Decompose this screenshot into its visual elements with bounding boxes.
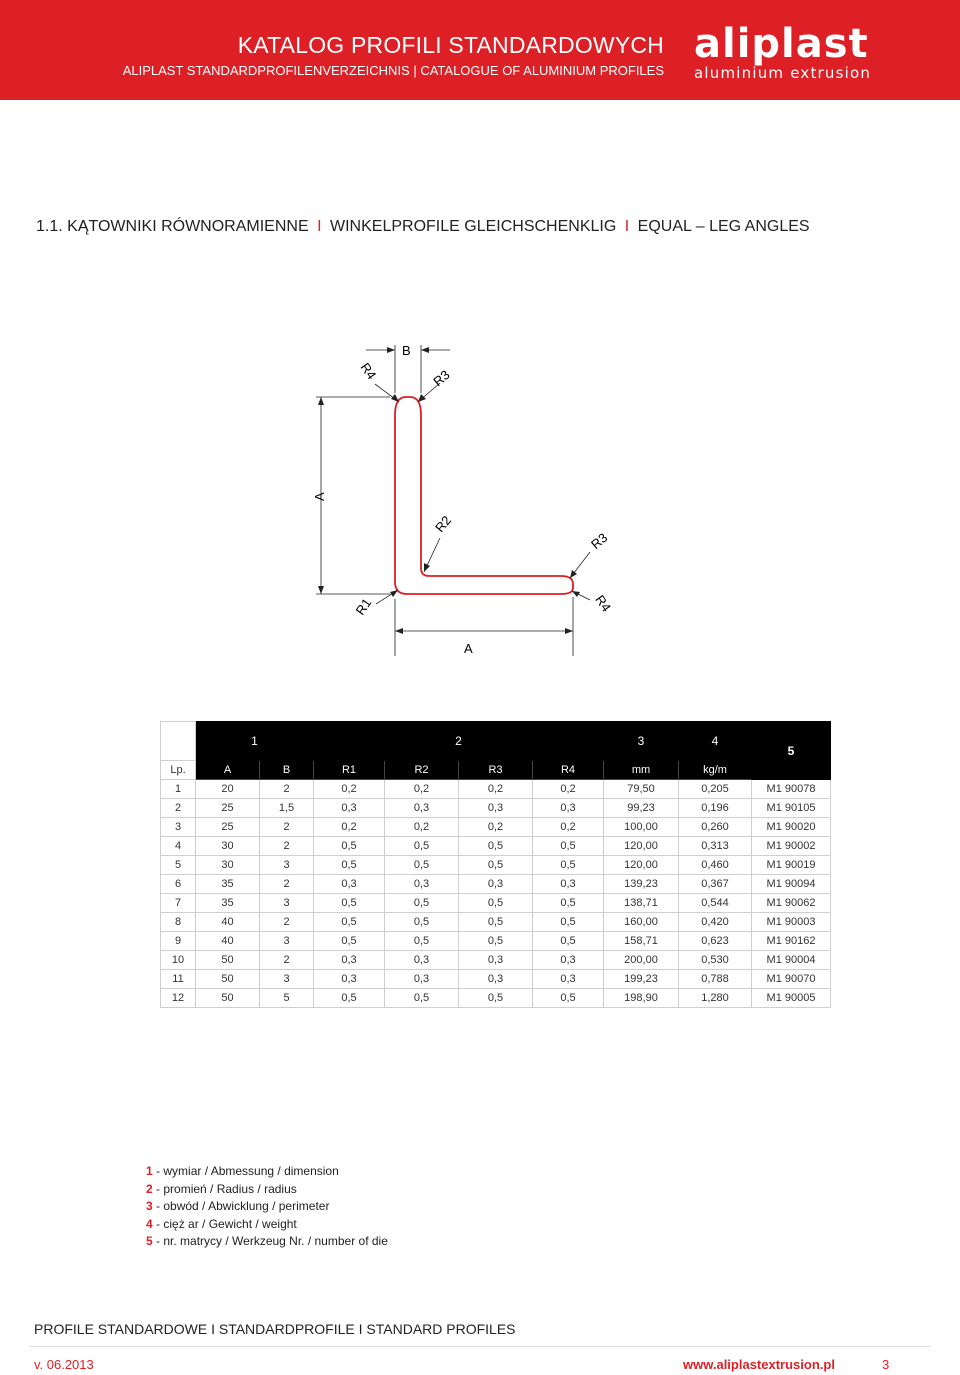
table-cell: 120,00 [604, 837, 679, 856]
dim-arrow [565, 628, 573, 634]
legend-item [146, 1163, 388, 1181]
table-row [161, 913, 831, 932]
table-cell: 6 [161, 875, 196, 894]
dim-arrow [387, 347, 395, 353]
legend-text: - wymiar / Abmessung / dimension [156, 1164, 339, 1178]
table-cell: 0,5 [533, 989, 604, 1008]
table-cell: 0,420 [679, 913, 752, 932]
table-cell: 199,23 [604, 970, 679, 989]
table-cell: 0,5 [459, 894, 533, 913]
table-cell: 99,23 [604, 799, 679, 818]
table-cell: 0,2 [459, 818, 533, 837]
table-cell: 0,544 [679, 894, 752, 913]
table-cell: 12 [161, 989, 196, 1008]
table-cell: 0,3 [459, 799, 533, 818]
table-cell: 0,5 [385, 989, 459, 1008]
table-cell: 0,5 [314, 913, 385, 932]
table-row [161, 989, 831, 1008]
table-cell: 120,00 [604, 856, 679, 875]
aliplast-logo [694, 21, 920, 82]
logo-wordmark: aliplast [694, 21, 869, 67]
table-cell: 0,788 [679, 970, 752, 989]
page-number: 3 [882, 1357, 890, 1372]
table-cell: 0,5 [533, 932, 604, 951]
section-heading [36, 218, 810, 236]
table-cell: 0,460 [679, 856, 752, 875]
table-cell: 3 [260, 932, 314, 951]
table-cell: 3 [260, 970, 314, 989]
die-number-cell: M1 90020 [752, 818, 831, 837]
table-cell: 20 [196, 780, 260, 799]
table-row [161, 932, 831, 951]
footer-divider [30, 1346, 930, 1347]
profile-spec-table [160, 721, 831, 1008]
table-cell: 0,5 [459, 837, 533, 856]
header-blank-cell [161, 722, 196, 761]
angle-profile-drawing [0, 330, 960, 670]
catalog-title: KATALOG PROFILI STANDARDOWYCH [237, 32, 664, 58]
legend-number: 2 [146, 1181, 153, 1196]
table-cell: 0,5 [533, 894, 604, 913]
table-cell: 0,5 [459, 989, 533, 1008]
section-separator: I [317, 218, 322, 235]
catalog-subtitle: ALIPLAST STANDARDPROFILENVERZEICHNIS | CATALOGUE OF ALUMINIUM PROFILES [122, 63, 664, 78]
footer-title: PROFILE STANDARDOWE I STANDARDPROFILE I STANDARD PROFILES [34, 1321, 516, 1337]
die-number-cell: M1 90019 [752, 856, 831, 875]
table-cell: 25 [196, 818, 260, 837]
table-cell: 10 [161, 951, 196, 970]
table-cell: 30 [196, 837, 260, 856]
die-number-cell: M1 90062 [752, 894, 831, 913]
label-r3-top: R3 [430, 367, 453, 390]
table-cell: 0,3 [533, 970, 604, 989]
table-cell: 0,5 [385, 932, 459, 951]
dim-arrow [391, 394, 399, 402]
table-row [161, 780, 831, 799]
table-cell: 0,5 [459, 913, 533, 932]
column-header-b: B [260, 761, 314, 780]
die-number-cell: M1 90078 [752, 780, 831, 799]
group-header-radius: 2 [314, 722, 604, 761]
label-r4-top: R4 [357, 359, 380, 383]
table-cell: 0,5 [314, 989, 385, 1008]
die-number-cell: M1 90105 [752, 799, 831, 818]
table-cell: 0,3 [385, 875, 459, 894]
table-row [161, 951, 831, 970]
section-title-en: EQUAL – LEG ANGLES [637, 218, 810, 235]
dim-arrow [390, 590, 398, 597]
table-cell: 2 [260, 818, 314, 837]
die-number-cell: M1 90005 [752, 989, 831, 1008]
table-cell: 158,71 [604, 932, 679, 951]
dim-arrow [318, 397, 324, 405]
table-cell: 9 [161, 932, 196, 951]
table-cell: 2 [260, 913, 314, 932]
label-a-horizontal: A [464, 641, 473, 656]
table-cell: 0,3 [314, 799, 385, 818]
label-b: B [402, 343, 411, 358]
column-header-r2: R2 [385, 761, 459, 780]
legend-item [146, 1198, 388, 1216]
table-cell: 2 [260, 780, 314, 799]
table-cell: 0,260 [679, 818, 752, 837]
logo-tagline: aluminium extrusion [694, 64, 872, 82]
table-cell: 0,2 [385, 780, 459, 799]
table-cell: 50 [196, 970, 260, 989]
table-cell: 0,5 [314, 856, 385, 875]
legend-item [146, 1216, 388, 1234]
table-cell: 0,530 [679, 951, 752, 970]
section-title-pl: KĄTOWNIKI RÓWNORAMIENNE [67, 218, 309, 235]
table-cell: 7 [161, 894, 196, 913]
table-cell: 0,2 [314, 780, 385, 799]
table-row [161, 970, 831, 989]
l-profile-outline [395, 397, 573, 594]
legend-item [146, 1181, 388, 1199]
table-cell: 0,5 [533, 837, 604, 856]
column-header-r3: R3 [459, 761, 533, 780]
die-number-cell: M1 90003 [752, 913, 831, 932]
group-header-perimeter: 3 [604, 722, 679, 761]
table-row [161, 837, 831, 856]
die-number-cell: M1 90094 [752, 875, 831, 894]
table-cell: 0,5 [314, 932, 385, 951]
table-cell: 1,280 [679, 989, 752, 1008]
table-cell: 35 [196, 894, 260, 913]
table-cell: 50 [196, 951, 260, 970]
table-cell: 3 [161, 818, 196, 837]
dim-arrow [418, 394, 426, 402]
table-cell: 2 [161, 799, 196, 818]
die-number-cell: M1 90004 [752, 951, 831, 970]
table-body [161, 780, 831, 1008]
legend-number: 5 [146, 1234, 153, 1248]
label-r3-bottom: R3 [588, 529, 611, 553]
table-cell: 0,5 [533, 856, 604, 875]
table-cell: 3 [260, 856, 314, 875]
table-cell: 0,367 [679, 875, 752, 894]
table-cell: 0,5 [533, 913, 604, 932]
legend-number: 3 [146, 1199, 153, 1213]
table-cell: 2 [260, 837, 314, 856]
table-cell: 0,5 [314, 837, 385, 856]
section-title-de: WINKELPROFILE GLEICHSCHENKLIG [330, 218, 617, 235]
table-row [161, 894, 831, 913]
table-cell: 79,50 [604, 780, 679, 799]
column-header-r1: R1 [314, 761, 385, 780]
legend-text: - promień / Radius / radius [156, 1181, 297, 1196]
table-cell: 0,3 [459, 970, 533, 989]
table-cell: 0,2 [533, 818, 604, 837]
table-cell: 5 [260, 989, 314, 1008]
table-cell: 1 [161, 780, 196, 799]
table-cell: 25 [196, 799, 260, 818]
table-cell: 0,623 [679, 932, 752, 951]
table-cell: 0,5 [459, 856, 533, 875]
table-row [161, 856, 831, 875]
dim-arrow [570, 570, 577, 578]
dim-arrow [572, 591, 580, 597]
table-cell: 0,3 [385, 951, 459, 970]
legend-text: - obwód / Abwicklung / perimeter [156, 1199, 330, 1213]
legend-number: 4 [146, 1216, 153, 1231]
table-cell: 0,5 [385, 894, 459, 913]
dim-arrow [424, 563, 430, 572]
column-header-r4: R4 [533, 761, 604, 780]
table-cell: 0,5 [459, 932, 533, 951]
table-cell: 0,196 [679, 799, 752, 818]
section-number: 1.1. [36, 218, 63, 235]
group-header-weight: 4 [679, 722, 752, 761]
legend-text: - nr. matrycy / Werkzeug Nr. / number of die [156, 1234, 388, 1248]
table-cell: 0,2 [459, 780, 533, 799]
table-cell: 0,205 [679, 780, 752, 799]
table-row [161, 818, 831, 837]
group-header-die: 5 [752, 722, 831, 780]
table-cell: 4 [161, 837, 196, 856]
column-header-mm: mm [604, 761, 679, 780]
table-cell: 50 [196, 989, 260, 1008]
table-cell: 100,00 [604, 818, 679, 837]
legend-item [146, 1233, 388, 1251]
die-number-cell: M1 90002 [752, 837, 831, 856]
table-cell: 139,23 [604, 875, 679, 894]
table-cell: 30 [196, 856, 260, 875]
column-header-a: A [196, 761, 260, 780]
table-cell: 198,90 [604, 989, 679, 1008]
table-cell: 0,3 [533, 875, 604, 894]
table-cell: 0,5 [314, 894, 385, 913]
table-cell: 0,5 [385, 837, 459, 856]
legend-number: 1 [146, 1164, 153, 1178]
footer-website-link[interactable]: www.aliplastextrusion.pl [683, 1357, 835, 1372]
legend-text: - cięż ar / Gewicht / weight [156, 1216, 297, 1231]
table-cell: 1,5 [260, 799, 314, 818]
table-cell: 11 [161, 970, 196, 989]
label-r1: R1 [352, 595, 375, 618]
dim-arrow [395, 628, 403, 634]
table-cell: 0,3 [459, 951, 533, 970]
table-cell: 0,5 [385, 913, 459, 932]
table-cell: 200,00 [604, 951, 679, 970]
column-header-kgm: kg/m [679, 761, 752, 780]
table-cell: 35 [196, 875, 260, 894]
table-cell: 0,3 [533, 799, 604, 818]
table-cell: 0,3 [314, 875, 385, 894]
label-r4-bottom: R4 [592, 592, 615, 615]
table-cell: 0,3 [314, 951, 385, 970]
table-cell: 0,3 [533, 951, 604, 970]
table-cell: 0,313 [679, 837, 752, 856]
table-group-header-row [161, 722, 831, 761]
table-cell: 5 [161, 856, 196, 875]
table-cell: 2 [260, 875, 314, 894]
table-cell: 40 [196, 913, 260, 932]
table-cell: 8 [161, 913, 196, 932]
label-r2: R2 [432, 512, 455, 536]
column-header-lp: Lp. [161, 761, 196, 780]
table-cell: 0,5 [385, 856, 459, 875]
table-cell: 0,3 [385, 799, 459, 818]
table-cell: 0,3 [459, 875, 533, 894]
table-cell: 2 [260, 951, 314, 970]
table-cell: 3 [260, 894, 314, 913]
table-cell: 138,71 [604, 894, 679, 913]
table-cell: 160,00 [604, 913, 679, 932]
table-cell: 0,3 [314, 970, 385, 989]
dim-arrow [318, 586, 324, 594]
table-cell: 0,2 [533, 780, 604, 799]
table-cell: 0,2 [314, 818, 385, 837]
table-row [161, 875, 831, 894]
table-column-header-row [161, 761, 831, 780]
table-cell: 0,3 [385, 970, 459, 989]
label-a-vertical: A [312, 492, 327, 501]
die-number-cell: M1 90162 [752, 932, 831, 951]
table-row [161, 799, 831, 818]
die-number-cell: M1 90070 [752, 970, 831, 989]
section-separator: I [624, 218, 630, 235]
page-header [0, 0, 960, 100]
legend [146, 1163, 388, 1251]
footer-version: v. 06.2013 [34, 1357, 94, 1372]
dim-arrow [421, 347, 429, 353]
table-cell: 40 [196, 932, 260, 951]
group-header-dimension: 1 [196, 722, 314, 761]
table-cell: 0,2 [385, 818, 459, 837]
